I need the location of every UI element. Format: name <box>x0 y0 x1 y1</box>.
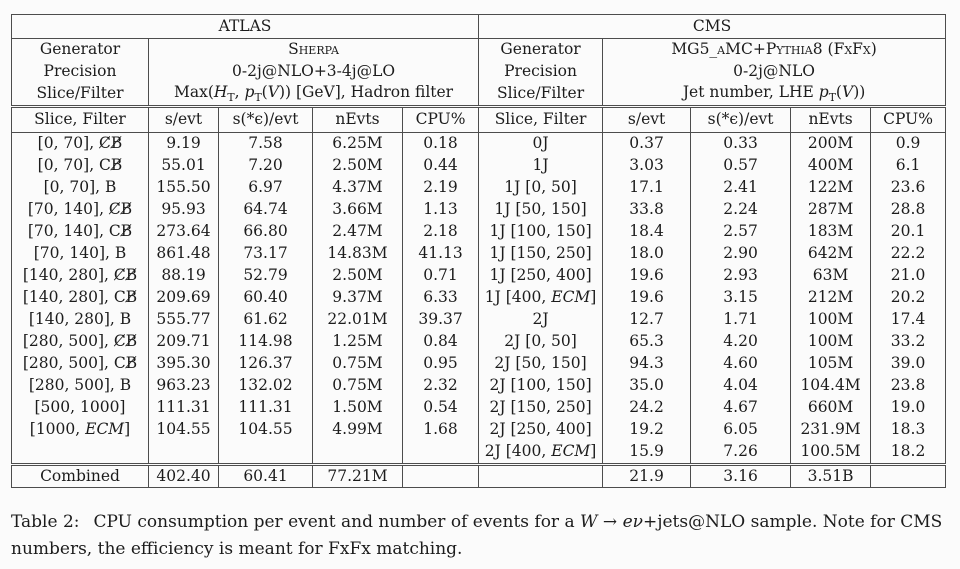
value-cell: 209.69 <box>149 287 219 309</box>
value-cell: 111.31 <box>149 397 219 419</box>
value-cell: 18.2 <box>871 441 946 465</box>
value-cell: 2.93 <box>691 265 791 287</box>
atlas-slice-filter-value: $Max(H_T$, $p_T(V)$) [GeV], Hadron filter <box>149 83 479 107</box>
value-cell: 2.18 <box>403 221 479 243</box>
value-cell: 0.57 <box>691 155 791 177</box>
value-cell: 12.7 <box>603 309 691 331</box>
table-caption <box>11 509 945 563</box>
value-cell: 19.6 <box>603 287 691 309</box>
value-cell: 100M <box>791 331 871 353</box>
table-row <box>12 375 946 397</box>
value-cell: 0.95 <box>403 353 479 375</box>
slice-filter-cell: 2J <box>479 309 603 331</box>
value-cell: 22.01M <box>313 309 403 331</box>
value-cell: 19.2 <box>603 419 691 441</box>
slice-filter-cell: 0J <box>479 133 603 156</box>
cms-precision-value: 0-2j@NLO <box>603 61 946 83</box>
value-cell: 0.54 <box>403 397 479 419</box>
value-cell: 6.05 <box>691 419 791 441</box>
value-cell: 1.13 <box>403 199 479 221</box>
value-cell: 23.8 <box>871 375 946 397</box>
slice-filter-cell: [280, 500], CB̸ <box>22 354 138 373</box>
value-cell: 52.79 <box>219 265 313 287</box>
table-row <box>12 331 946 353</box>
combined-value: 21.9 <box>603 465 691 488</box>
value-cell: 642M <box>791 243 871 265</box>
value-cell: 555.77 <box>149 309 219 331</box>
slice-filter-cell: [280, 500], C̸B̸ <box>22 332 138 351</box>
value-cell: 24.2 <box>603 397 691 419</box>
cpu-consumption-table <box>11 14 946 488</box>
slice-filter-cell: 1J [250, 400] <box>479 265 603 287</box>
value-cell: 6.1 <box>871 155 946 177</box>
value-cell: 18.3 <box>871 419 946 441</box>
value-cell: 126.37 <box>219 353 313 375</box>
combined-value: 60.41 <box>219 465 313 488</box>
table-row <box>12 397 946 419</box>
column-header: nEvts <box>313 107 403 133</box>
value-cell: 100.5M <box>791 441 871 465</box>
value-cell: 155.50 <box>149 177 219 199</box>
value-cell: 6.33 <box>403 287 479 309</box>
value-cell: 2.32 <box>403 375 479 397</box>
column-header-row <box>12 107 946 133</box>
column-header: Slice, Filter <box>479 107 603 133</box>
combined-value: 77.21M <box>313 465 403 488</box>
value-cell: 7.26 <box>691 441 791 465</box>
slice-filter-cell: [280, 500], B <box>28 376 132 395</box>
value-cell <box>219 441 313 465</box>
value-cell: 88.19 <box>149 265 219 287</box>
slice-filter-cell: 2J [400, ECM] <box>479 441 603 465</box>
value-cell: 23.6 <box>871 177 946 199</box>
slice-filter-cell <box>12 441 149 465</box>
value-cell: 212M <box>791 287 871 309</box>
value-cell: 2.90 <box>691 243 791 265</box>
value-cell: 273.64 <box>149 221 219 243</box>
column-header: s(*ϵ)/evt <box>219 107 313 133</box>
atlas-precision-value: 0-2j@NLO+3-4j@LO <box>149 61 479 83</box>
value-cell: 63M <box>791 265 871 287</box>
value-cell: 41.13 <box>403 243 479 265</box>
value-cell: 2.41 <box>691 177 791 199</box>
value-cell: 963.23 <box>149 375 219 397</box>
value-cell: 3.15 <box>691 287 791 309</box>
value-cell: 2.50M <box>313 155 403 177</box>
value-cell: 105M <box>791 353 871 375</box>
value-cell <box>403 441 479 465</box>
value-cell: 231.9M <box>791 419 871 441</box>
value-cell: 0.18 <box>403 133 479 156</box>
value-cell: 0.33 <box>691 133 791 156</box>
slice-filter-cell: 1J [400, ECM] <box>479 287 603 309</box>
value-cell: 7.58 <box>219 133 313 156</box>
value-cell: 66.80 <box>219 221 313 243</box>
value-cell: 100M <box>791 309 871 331</box>
value-cell: 104.55 <box>149 419 219 441</box>
slice-filter-cell: 2J [100, 150] <box>479 375 603 397</box>
column-header: s(*ϵ)/evt <box>691 107 791 133</box>
value-cell: 33.2 <box>871 331 946 353</box>
value-cell: 3.66M <box>313 199 403 221</box>
column-header: CPU% <box>403 107 479 133</box>
value-cell: 3.03 <box>603 155 691 177</box>
atlas-precision-label: Precision <box>43 62 117 81</box>
value-cell: 104.4M <box>791 375 871 397</box>
value-cell: 111.31 <box>219 397 313 419</box>
atlas-slice-filter-label: Slice/Filter <box>12 83 149 107</box>
value-cell: 104.55 <box>219 419 313 441</box>
value-cell: 0.84 <box>403 331 479 353</box>
value-cell: 39.0 <box>871 353 946 375</box>
value-cell: 861.48 <box>149 243 219 265</box>
value-cell: 19.0 <box>871 397 946 419</box>
column-header: s/evt <box>603 107 691 133</box>
value-cell: 19.6 <box>603 265 691 287</box>
slice-filter-cell: 2J [0, 50] <box>479 331 603 353</box>
value-cell: 1.50M <box>313 397 403 419</box>
value-cell: 400M <box>791 155 871 177</box>
value-cell: 6.25M <box>313 133 403 156</box>
combined-label <box>479 465 603 488</box>
combined-row <box>12 465 946 488</box>
table-row <box>12 419 946 441</box>
slice-filter-cell: 1J [50, 150] <box>479 199 603 221</box>
slice-filter-cell: [1000, ECM] <box>29 420 131 439</box>
value-cell: 287M <box>791 199 871 221</box>
cms-slice-filter-value: Jet number, LHE $p_T(V)$) <box>603 83 946 107</box>
table-row <box>12 441 946 465</box>
atlas-generator-label: Generator <box>39 40 121 59</box>
value-cell: 33.8 <box>603 199 691 221</box>
table-row <box>12 265 946 287</box>
table-row <box>12 133 946 156</box>
cms-generator-label: Generator <box>479 39 603 62</box>
slice-filter-cell: 2J [250, 400] <box>479 419 603 441</box>
value-cell: 55.01 <box>149 155 219 177</box>
value-cell: 2.50M <box>313 265 403 287</box>
value-cell: 4.60 <box>691 353 791 375</box>
value-cell: 64.74 <box>219 199 313 221</box>
column-header: CPU% <box>871 107 946 133</box>
table-row <box>12 243 946 265</box>
value-cell: 60.40 <box>219 287 313 309</box>
slice-filter-cell: 1J [100, 150] <box>479 221 603 243</box>
slice-filter-cell: [70, 140], C̸B̸ <box>27 200 133 219</box>
value-cell: 1.71 <box>691 309 791 331</box>
value-cell: 2.24 <box>691 199 791 221</box>
value-cell: 209.71 <box>149 331 219 353</box>
table-row <box>12 155 946 177</box>
experiment-header-row <box>12 15 946 39</box>
table-row <box>12 199 946 221</box>
value-cell: 65.3 <box>603 331 691 353</box>
value-cell: 4.04 <box>691 375 791 397</box>
table-body <box>12 133 946 465</box>
cms-precision-label: Precision <box>479 61 603 83</box>
value-cell: 122M <box>791 177 871 199</box>
caption-text: CPU consumption per event and number of events for a W → eν+jets@NLO sample. Note for CMS numbers, the efficiency is meant for FxFx matching. <box>11 512 943 559</box>
slice-filter-cell: [70, 140], CB̸ <box>27 222 133 241</box>
slice-filter-cell: [0, 70], C̸B̸ <box>37 134 123 153</box>
combined-label: Combined <box>12 465 149 488</box>
cms-header-cell: CMS <box>479 15 946 39</box>
value-cell: 14.83M <box>313 243 403 265</box>
value-cell: 15.9 <box>603 441 691 465</box>
slice-filter-cell: [70, 140], B <box>33 244 127 263</box>
slice-filter-cell: [0, 70], CB̸ <box>37 156 123 175</box>
value-cell: 95.93 <box>149 199 219 221</box>
combined-value: 402.40 <box>149 465 219 488</box>
slice-filter-cell: 1J [0, 50] <box>479 177 603 199</box>
slice-filter-row <box>12 83 946 107</box>
value-cell: 21.0 <box>871 265 946 287</box>
value-cell: 73.17 <box>219 243 313 265</box>
column-header: s/evt <box>149 107 219 133</box>
slice-filter-cell: [140, 280], B <box>28 310 132 329</box>
slice-filter-cell: 1J <box>479 155 603 177</box>
column-header: Slice, Filter <box>12 107 149 133</box>
value-cell: 660M <box>791 397 871 419</box>
value-cell <box>149 441 219 465</box>
slice-filter-cell: 2J [150, 250] <box>479 397 603 419</box>
value-cell: 132.02 <box>219 375 313 397</box>
atlas-generator-value: Sherpa <box>149 39 479 62</box>
value-cell: 395.30 <box>149 353 219 375</box>
value-cell: 4.67 <box>691 397 791 419</box>
column-header: nEvts <box>791 107 871 133</box>
value-cell: 183M <box>791 221 871 243</box>
table-row <box>12 353 946 375</box>
value-cell <box>313 441 403 465</box>
value-cell: 0.44 <box>403 155 479 177</box>
slice-filter-cell: 2J [50, 150] <box>479 353 603 375</box>
value-cell: 20.2 <box>871 287 946 309</box>
caption-label: Table 2: <box>11 512 80 532</box>
value-cell: 2.57 <box>691 221 791 243</box>
value-cell: 17.1 <box>603 177 691 199</box>
value-cell: 9.37M <box>313 287 403 309</box>
slice-filter-cell: [0, 70], B <box>43 178 117 197</box>
combined-value <box>403 465 479 488</box>
value-cell: 2.19 <box>403 177 479 199</box>
value-cell: 61.62 <box>219 309 313 331</box>
value-cell: 28.8 <box>871 199 946 221</box>
table-row <box>12 221 946 243</box>
atlas-header-cell: ATLAS <box>12 15 479 39</box>
value-cell: 2.47M <box>313 221 403 243</box>
value-cell: 0.37 <box>603 133 691 156</box>
value-cell: 1.25M <box>313 331 403 353</box>
value-cell: 200M <box>791 133 871 156</box>
value-cell: 35.0 <box>603 375 691 397</box>
value-cell: 4.99M <box>313 419 403 441</box>
value-cell: 0.75M <box>313 353 403 375</box>
table-row <box>12 287 946 309</box>
value-cell: 94.3 <box>603 353 691 375</box>
cms-slice-filter-label: Slice/Filter <box>479 83 603 107</box>
value-cell: 7.20 <box>219 155 313 177</box>
value-cell: 114.98 <box>219 331 313 353</box>
table-row <box>12 177 946 199</box>
precision-row <box>12 61 946 83</box>
slice-filter-cell: [140, 280], C̸B̸ <box>22 266 138 285</box>
value-cell: 17.4 <box>871 309 946 331</box>
value-cell: 1.68 <box>403 419 479 441</box>
value-cell: 18.0 <box>603 243 691 265</box>
combined-value <box>871 465 946 488</box>
value-cell: 4.20 <box>691 331 791 353</box>
combined-value: 3.16 <box>691 465 791 488</box>
value-cell: 0.9 <box>871 133 946 156</box>
cms-generator-value: MG5_aMC+Pythia8 (FxFx) <box>603 39 946 62</box>
value-cell: 0.75M <box>313 375 403 397</box>
generator-row <box>12 39 946 62</box>
value-cell: 4.37M <box>313 177 403 199</box>
slice-filter-cell: [140, 280], CB̸ <box>22 288 138 307</box>
slice-filter-cell: [500, 1000] <box>34 398 126 417</box>
table-row <box>12 309 946 331</box>
value-cell: 0.71 <box>403 265 479 287</box>
slice-filter-cell: 1J [150, 250] <box>479 243 603 265</box>
combined-value: 3.51B <box>791 465 871 488</box>
value-cell: 22.2 <box>871 243 946 265</box>
value-cell: 20.1 <box>871 221 946 243</box>
value-cell: 39.37 <box>403 309 479 331</box>
value-cell: 9.19 <box>149 133 219 156</box>
value-cell: 18.4 <box>603 221 691 243</box>
value-cell: 6.97 <box>219 177 313 199</box>
